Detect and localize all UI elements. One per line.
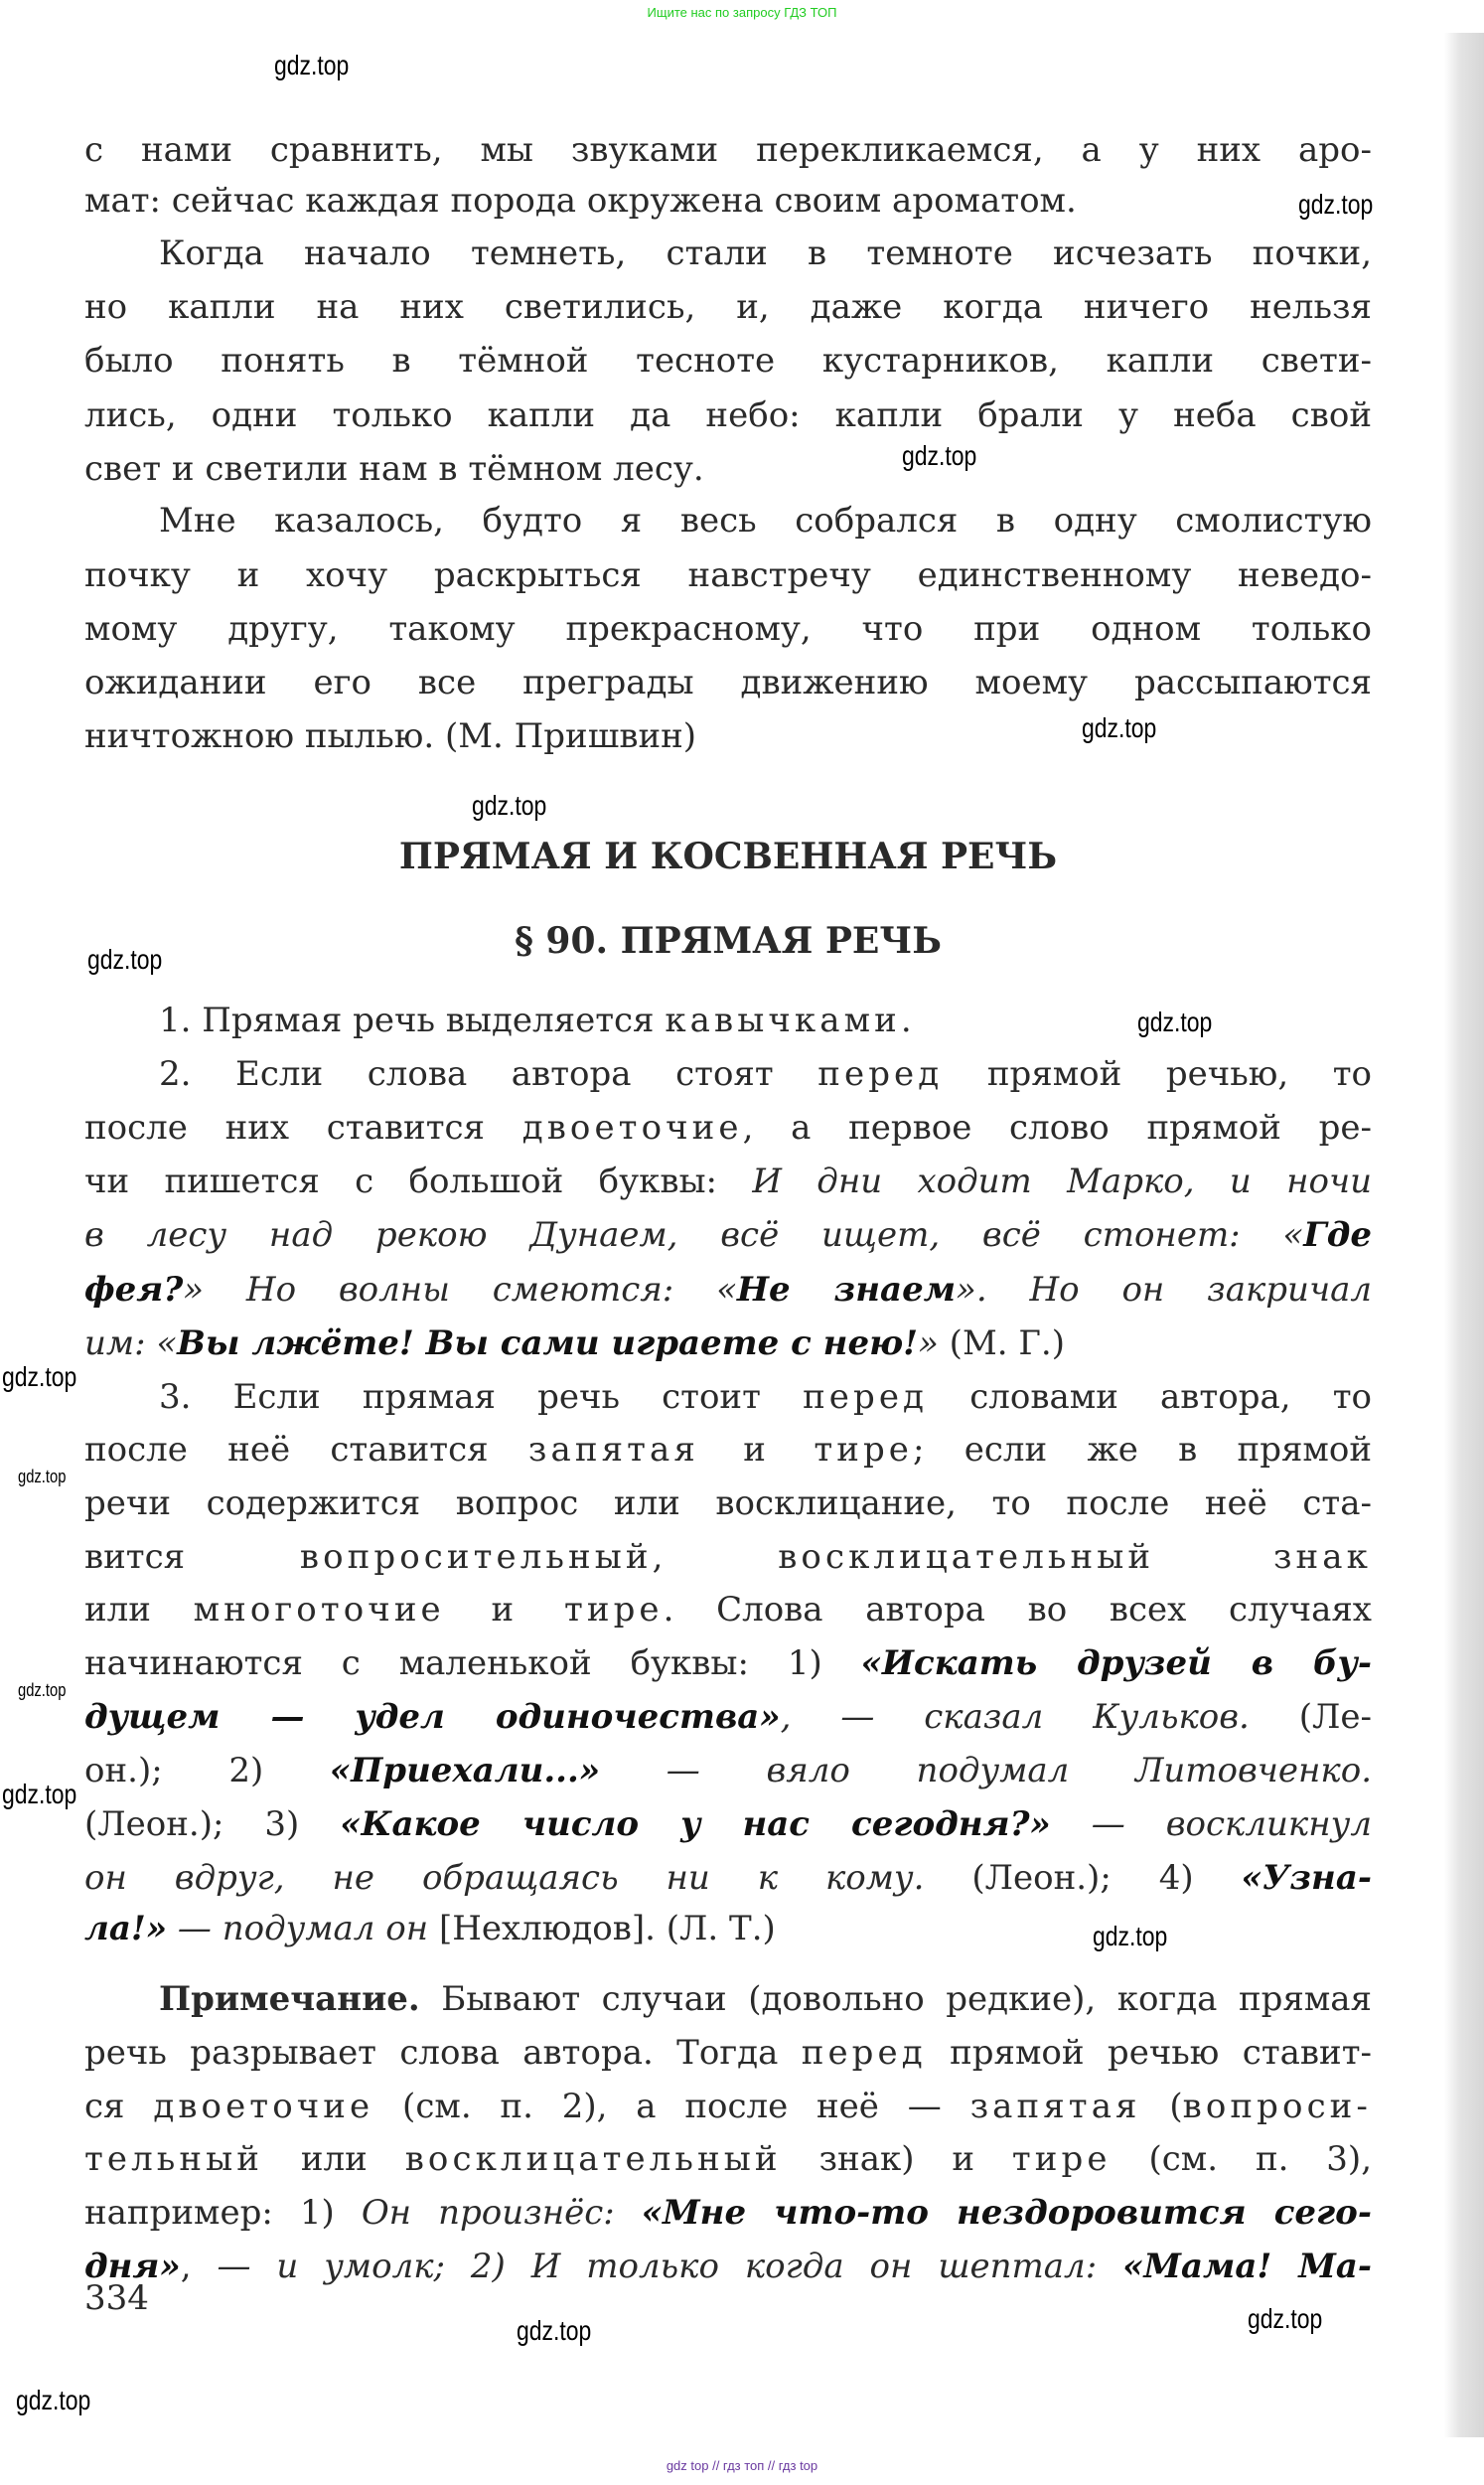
text-line	[84, 1972, 1372, 2026]
text-segment: — воскликнул	[1050, 1804, 1372, 1844]
text-segment: § 90. ПРЯМАЯ РЕЧЬ	[515, 920, 942, 962]
text-segment: мат: сейчас каждая порода окружена своим ароматом.	[84, 181, 1077, 221]
text-segment: фея?	[84, 1270, 184, 1310]
text-segment: » Но волны смеются: «	[183, 1270, 737, 1310]
text-segment: »	[918, 1323, 939, 1363]
text-segment: он.); 2)	[84, 1751, 330, 1790]
text-segment: тире	[1011, 2139, 1112, 2179]
text-segment: прямой речью, то	[943, 1054, 1372, 1094]
text-segment: запятая	[969, 2087, 1141, 2126]
text-segment: им: «	[84, 1323, 178, 1363]
text-line	[84, 1583, 1372, 1636]
text-segment: двоеточие	[521, 1108, 743, 1148]
text-segment: 3. Если прямая речь стоит	[159, 1377, 804, 1417]
text-segment: ПРЯМАЯ И КОСВЕННАЯ РЕЧЬ	[398, 836, 1058, 877]
text-segment: но капли на них светились, и, даже когда ничего нельзя	[84, 287, 1372, 327]
text-segment: перед	[801, 2033, 927, 2073]
text-segment: Не знаем	[736, 1270, 957, 1310]
heading	[84, 830, 1372, 883]
text-segment: знак) и	[781, 2139, 1012, 2179]
watermark-text: gdz.top	[18, 1467, 67, 1486]
text-line	[84, 2080, 1372, 2133]
text-segment: (см. п. 2), а после неё —	[373, 2087, 970, 2126]
text-line	[84, 1690, 1372, 1744]
text-segment: «Какое число у нас сегодня?»	[340, 1804, 1051, 1844]
text-segment: .	[900, 1001, 912, 1040]
text-segment: , — сказал Кульков.	[780, 1697, 1250, 1737]
text-segment: ла!»	[84, 1909, 168, 1948]
text-segment: (Леон.); 4)	[924, 1858, 1242, 1898]
text-segment: Бывают случаи (довольно редкие), когда прямая	[419, 1979, 1372, 2019]
text-line	[84, 388, 1372, 442]
text-segment: (см. п. 3),	[1111, 2139, 1372, 2179]
text-line	[84, 334, 1372, 388]
text-segment: «Мне что-то нездоровится сего-	[641, 2193, 1372, 2233]
text-segment: дня»	[84, 2247, 181, 2286]
heading	[84, 914, 1372, 968]
text-segment: двоеточие	[153, 2087, 374, 2126]
text-line	[84, 1530, 1372, 1584]
bottom-banner: gdz top // гдз топ // гдз top	[666, 2458, 818, 2473]
text-segment: или	[84, 1590, 194, 1630]
text-segment: 1. Прямая речь выделяется	[159, 1001, 666, 1040]
text-segment: восклицательный знак	[778, 1537, 1372, 1577]
text-segment: «Приехали...»	[329, 1751, 601, 1790]
text-segment: вится	[84, 1537, 300, 1577]
text-line	[84, 2240, 1372, 2293]
text-segment: перед	[803, 1377, 929, 1417]
text-segment: Вы лжёте! Вы сами играете с нею!	[177, 1323, 919, 1363]
text-segment: [Нехлюдов]. (Л. Т.)	[438, 1909, 776, 1948]
text-line	[84, 1902, 1372, 1955]
text-segment: речь разрывает слова автора. Тогда	[84, 2033, 802, 2073]
text-segment: ,	[652, 1537, 779, 1577]
watermark-text: gdz.top	[274, 50, 350, 80]
text-segment: свет и светили нам в тёмном лесу.	[84, 449, 704, 489]
text-line	[84, 1851, 1372, 1905]
text-segment: Он произнёс:	[361, 2193, 642, 2233]
text-line	[84, 602, 1372, 656]
text-segment: восклицательный	[404, 2139, 782, 2179]
text-segment: (	[1140, 2087, 1183, 2126]
watermark-text: gdz.top	[472, 790, 547, 821]
watermark-text: gdz.top	[1298, 189, 1374, 220]
text-segment: начинаются с маленькой буквы: 1)	[84, 1643, 861, 1683]
text-segment: (Леон.); 3)	[84, 1804, 341, 1844]
text-segment: прямой речью ставит-	[926, 2033, 1373, 2073]
text-segment: ожидании его все преграды движению моему рассыпаются	[84, 663, 1372, 702]
text-segment: ,	[180, 2247, 218, 2286]
text-segment: словами автора, то	[928, 1377, 1372, 1417]
text-line	[84, 2026, 1372, 2080]
text-segment: в лесу над рекою Дунаем, всё ищет, всё стонет: «	[84, 1215, 1304, 1255]
text-segment: вопросительный	[299, 1537, 653, 1577]
text-segment: — подумал он	[167, 1909, 439, 1948]
text-segment: Мне казалось, будто я весь собрался в одну смолистую	[159, 501, 1372, 541]
text-segment: Когда начало темнеть, стали в темноте исчезать почки,	[159, 233, 1372, 273]
text-segment: Где	[1303, 1215, 1372, 1255]
text-segment: ничтожною пылью. (М. Пришвин)	[84, 716, 697, 756]
text-line	[84, 442, 1372, 496]
text-segment: тельный	[84, 2139, 263, 2179]
text-line	[84, 1155, 1372, 1208]
text-line	[84, 174, 1372, 228]
text-segment: вопроси-	[1182, 2087, 1372, 2126]
text-segment: ; если же в прямой	[913, 1430, 1372, 1470]
page-edge-shadow	[1444, 33, 1484, 2437]
text-line	[84, 227, 1372, 280]
text-segment: перед	[817, 1054, 944, 1094]
text-segment: И дни ходит Марко, и ночи	[752, 1162, 1373, 1201]
text-line	[84, 1423, 1372, 1476]
text-line	[84, 1263, 1372, 1317]
text-segment: было понять в тёмной тесноте кустарников, капли свети-	[84, 341, 1372, 381]
text-segment: . Слова автора во всех случаях	[663, 1590, 1372, 1630]
text-segment: , а первое слово прямой ре-	[742, 1108, 1372, 1148]
watermark-text: gdz.top	[1248, 2303, 1323, 2334]
watermark-text: gdz.top	[87, 944, 163, 975]
text-segment: кавычками	[665, 1001, 901, 1040]
text-line	[84, 1797, 1372, 1851]
text-segment: Примечание.	[159, 1979, 420, 2019]
text-segment: многоточие и тире	[193, 1590, 664, 1630]
text-segment: запятая и тире	[527, 1430, 914, 1470]
text-line	[84, 1047, 1372, 1101]
text-segment: после них ставится	[84, 1108, 522, 1148]
text-segment: или	[262, 2139, 405, 2179]
text-segment: — и умолк; 2) И только когда он шептал:	[217, 2247, 1123, 2286]
text-segment: «Искать друзей в бу-	[860, 1643, 1372, 1683]
watermark-text: gdz.top	[1137, 1007, 1213, 1037]
text-segment: с нами сравнить, мы звуками перекликаемся, а у них аро-	[84, 130, 1372, 170]
text-line	[84, 656, 1372, 709]
text-line	[84, 1208, 1372, 1262]
text-line	[84, 548, 1372, 602]
text-segment: (Ле-	[1249, 1697, 1373, 1737]
watermark-text: gdz.top	[2, 1779, 77, 1809]
text-segment: он вдруг, не обращаясь ни к кому.	[84, 1858, 925, 1898]
text-line	[84, 1636, 1372, 1690]
text-segment: (М. Г.)	[938, 1323, 1065, 1363]
text-segment: «Мама! Ма-	[1122, 2247, 1373, 2286]
text-segment: дущем — удел одиночества»	[84, 1697, 781, 1737]
watermark-text: gdz.top	[902, 440, 977, 471]
text-segment: например: 1)	[84, 2193, 362, 2233]
text-line	[84, 1744, 1372, 1797]
watermark-text: gdz.top	[18, 1680, 67, 1700]
watermark-text: gdz.top	[1093, 1921, 1168, 1951]
watermark-text: gdz.top	[16, 2385, 91, 2415]
text-line	[84, 494, 1372, 547]
text-segment: почку и хочу раскрыться навстречу единственному неведо-	[84, 555, 1372, 595]
text-segment: «Узна-	[1241, 1858, 1372, 1898]
watermark-text: gdz.top	[517, 2315, 592, 2346]
watermark-text: gdz.top	[2, 1361, 77, 1392]
text-line	[84, 2186, 1372, 2240]
text-segment: 2. Если слова автора стоят	[159, 1054, 818, 1094]
text-segment: ». Но он закричал	[956, 1270, 1373, 1310]
text-line	[84, 123, 1372, 177]
text-line	[84, 2132, 1372, 2186]
text-line	[84, 1476, 1372, 1530]
text-segment: лись, одни только капли да небо: капли брали у неба свой	[84, 395, 1372, 435]
page-number: 334	[84, 2278, 149, 2318]
text-line	[84, 1101, 1372, 1155]
text-line	[84, 1370, 1372, 1424]
text-segment: — вяло подумал Литовченко.	[600, 1751, 1372, 1790]
text-segment: после неё ставится	[84, 1430, 528, 1470]
text-segment: мому другу, такому прекрасному, что при одном только	[84, 609, 1372, 649]
top-banner: Ищите нас по запросу ГДЗ ТОП	[647, 5, 837, 20]
text-line	[84, 1317, 1372, 1370]
text-line	[84, 280, 1372, 334]
text-line	[84, 709, 1372, 763]
text-segment: речи содержится вопрос или восклицание, то после неё ста-	[84, 1483, 1372, 1523]
watermark-text: gdz.top	[1082, 712, 1157, 743]
text-segment: чи пишется с большой буквы:	[84, 1162, 753, 1201]
text-segment: ся	[84, 2087, 154, 2126]
